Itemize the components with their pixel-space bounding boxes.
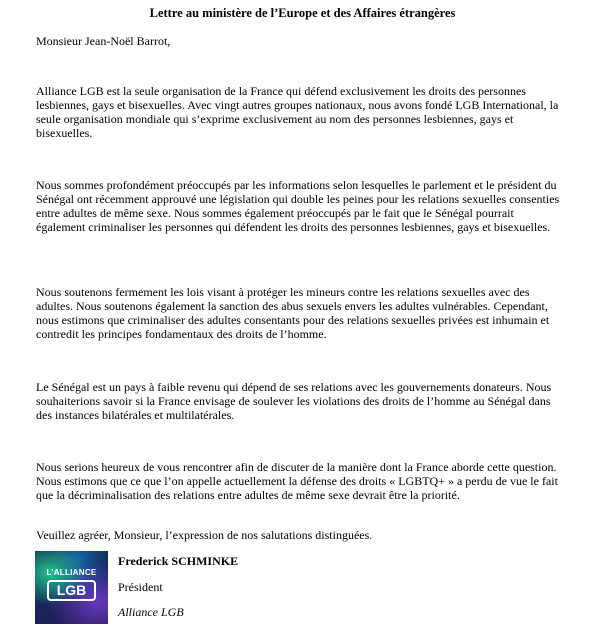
paragraph-meeting: Nous serions heureux de vous rencontrer afin de discuter de la manière dont la France aborde cette question. Nous estimons que ce que l’on appelle actuellement la défense des droits « LGBTQ+ » a perdu de vue le fait que la décriminalisation des relations entre adultes de même sexe devrait être la priorité. <box>36 460 558 502</box>
paragraph-position: Nous soutenons fermement les lois visant à protéger les mineurs contre les relations sexuelles avec des adultes. Nous soutenons également la sanction des abus sexuels envers les adultes vulnérables. Cependant, nous estimons que criminaliser des adultes consentants pour des relations sexuelles privées est inhumain et contredit les principes fondamentaux des droits de l’homme. <box>36 285 550 341</box>
paragraph-concern: Nous sommes profondément préoccupés par les informations selon lesquelles le parlement et le président du Sénégal ont récemment approuvé une législation qui double les peines pour les relations sexuelles consenties entre adultes de même sexe. Nous sommes également préoccupés par le fait que le Sénégal pourrait également criminaliser les personnes qui défendent les droits des personnes lesbiennes, gays et bisexuelles. <box>36 178 560 234</box>
paragraph-request: Le Sénégal est un pays à faible revenu qui dépend de ses relations avec les gouvernements donateurs. Nous souhaiterions savoir si la France envisage de soulever les violations des droits de l’homme au Sénégal dans des instances bilatérales et multilatérales. <box>36 380 552 422</box>
signatory-organization: Alliance LGB <box>118 605 184 619</box>
logo-main-text: LGB <box>47 580 96 601</box>
logo-top-text: L’ALLIANCE <box>46 568 97 577</box>
salutation: Monsieur Jean-Noël Barrot, <box>36 34 171 48</box>
signatory-role: Président <box>118 580 163 594</box>
alliance-lgb-logo <box>35 551 108 624</box>
letter-title: Lettre au ministère de l’Europe et des Affaires étrangères <box>149 6 456 20</box>
signatory-name: Frederick SCHMINKE <box>118 554 239 568</box>
closing-formula: Veuillez agréer, Monsieur, l’expression de nos salutations distinguées. <box>36 528 373 542</box>
paragraph-intro: Alliance LGB est la seule organisation de la France qui défend exclusivement les droits des personnes lesbiennes, gays et bisexuelles. Avec vingt autres groupes nationaux, nous avons fondé LGB International, la seule organisation mondiale qui s’exprime exclusivement au nom des personnes lesbiennes, gays et bisexuelles. <box>36 84 559 140</box>
